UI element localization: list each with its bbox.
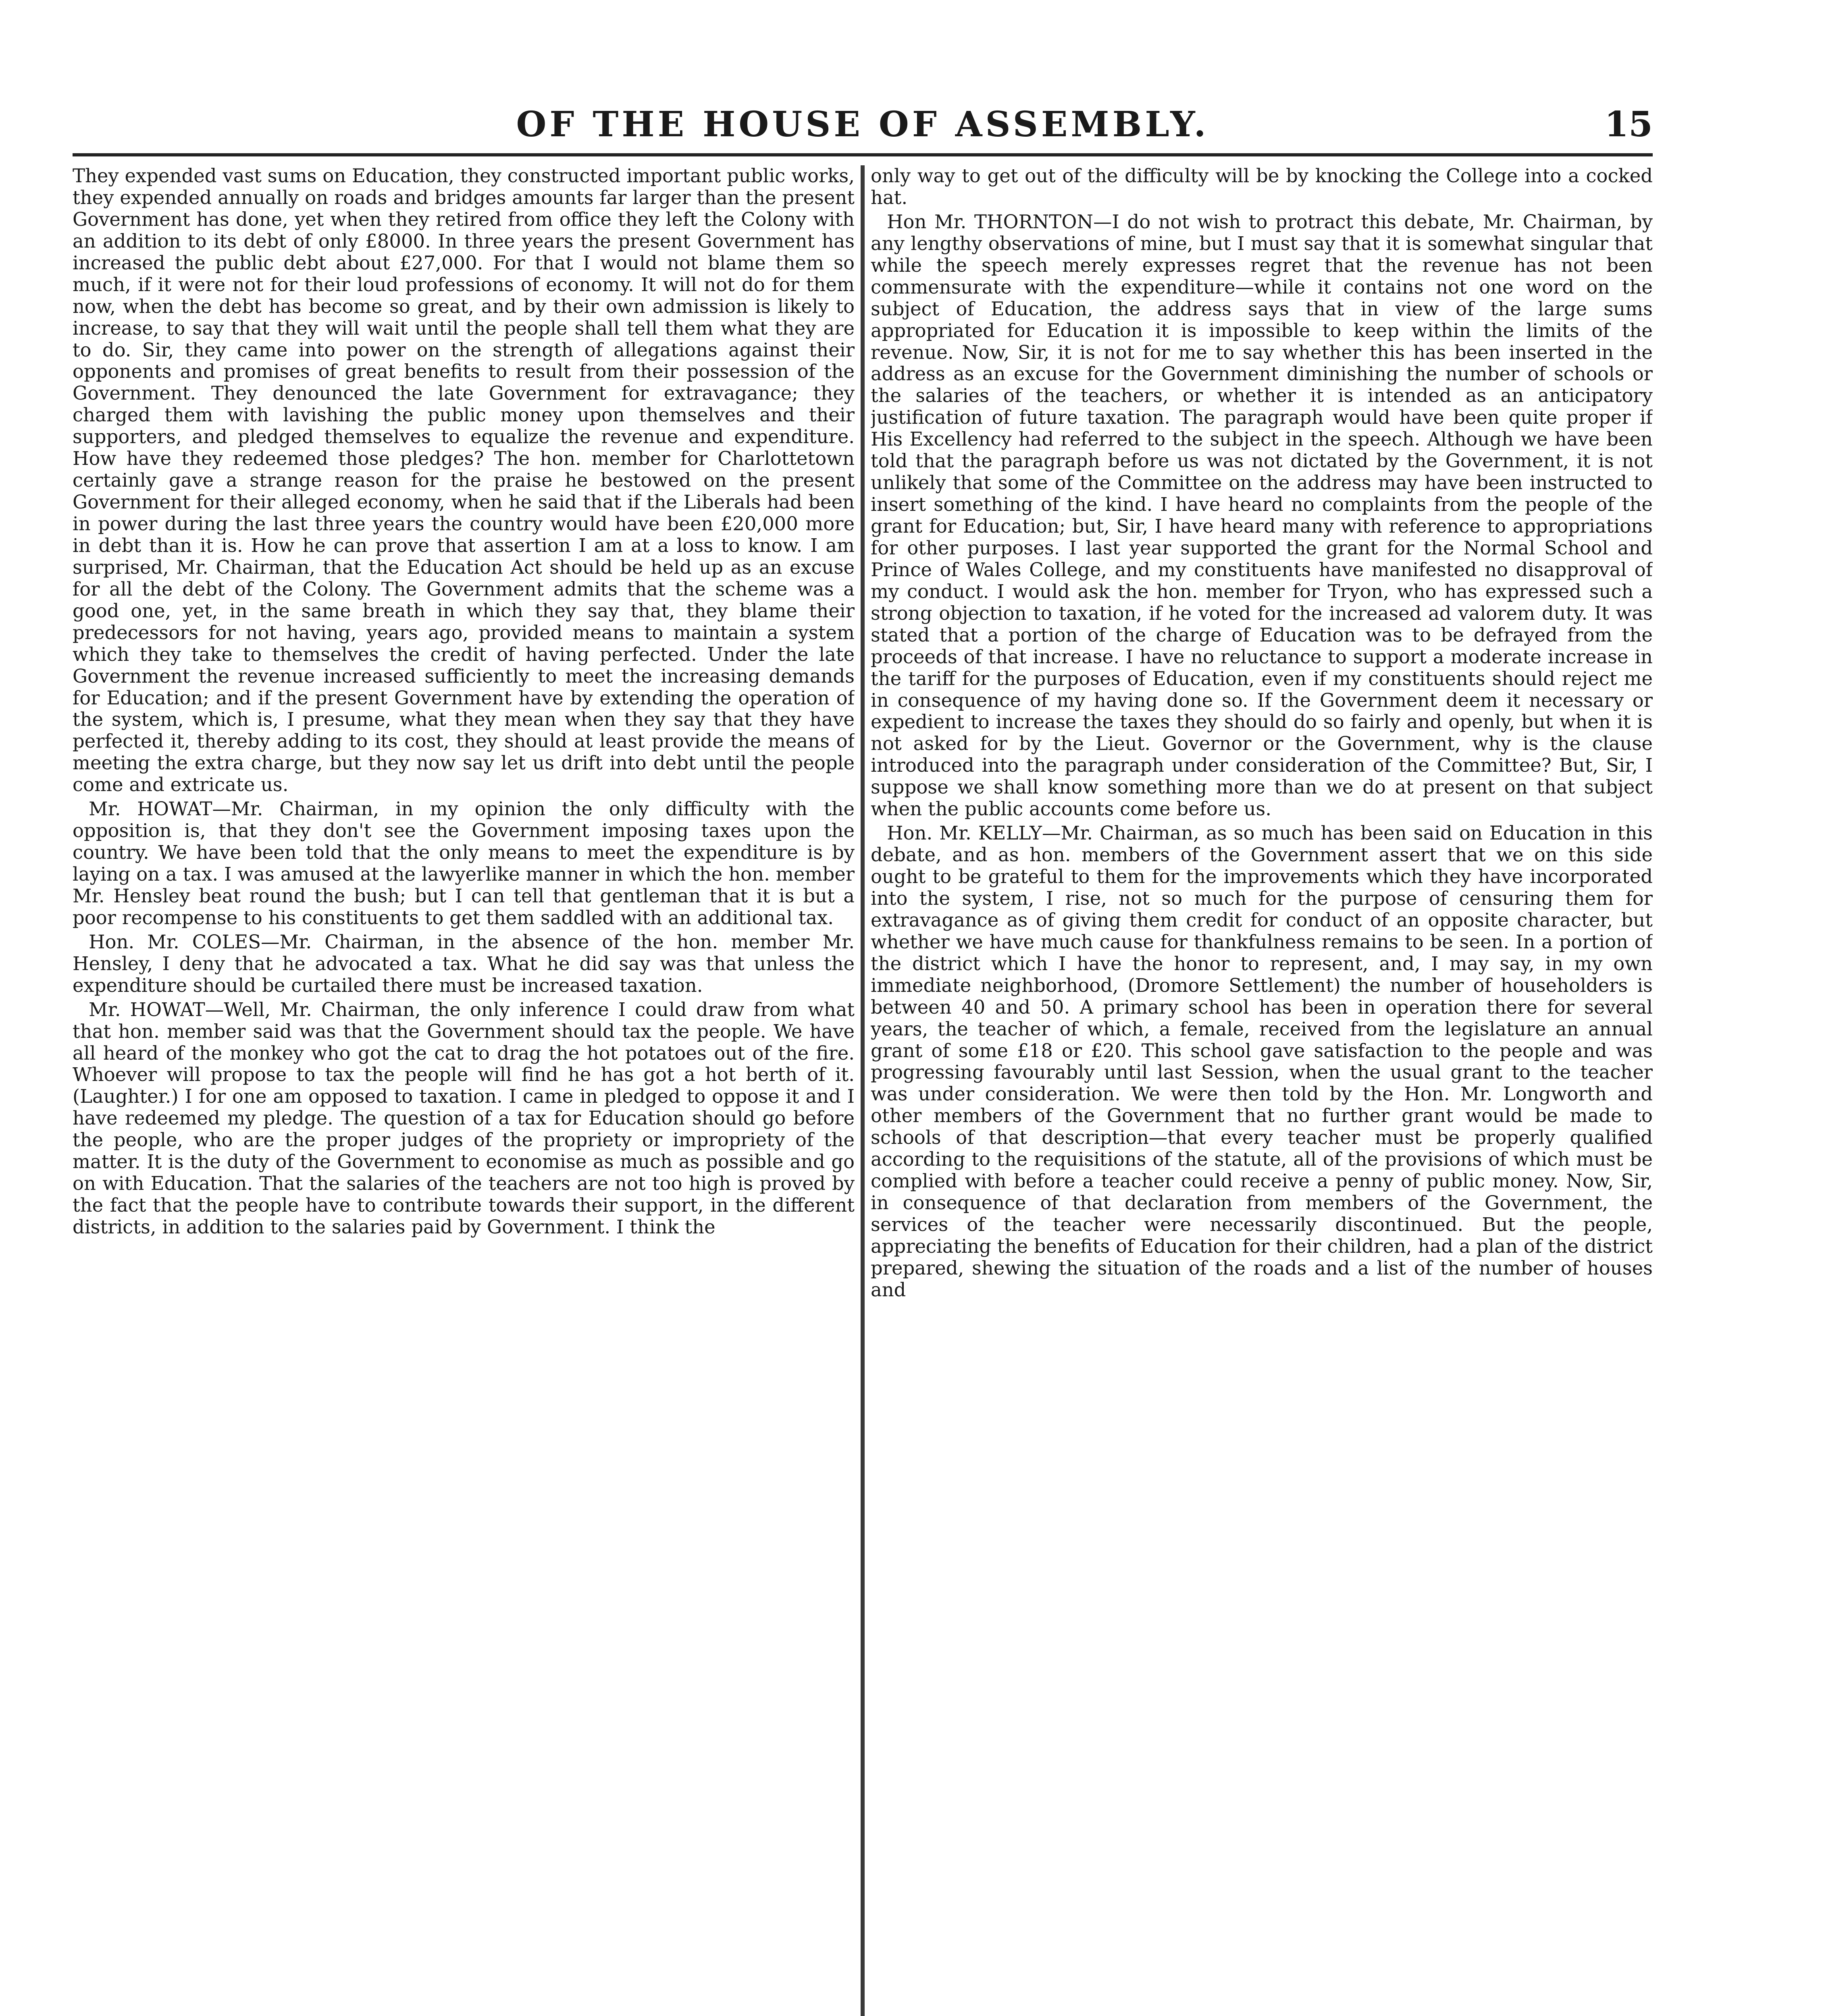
paragraph-continuation: They expended vast sums on Education, they constructed important public works, they expended annually on roads and bridges amounts far larger than the present Government has done, yet when they retired from office they left the Colony with an addition to its debt of only £8000. In three years the present Government has increased the public debt about £27,000. For that I would not blame them so much, if it were not for their loud professions of economy. It will not do for them now, when the debt has become so great, and by their own admission is likely to increase, to say that they will wait until the people shall tell them what they are to do. Sir, they came into power on the strength of allegations against their opponents and promises of great benefits to result from their possession of the Government. They denounced the late Government for extravagance; they charged them with lavishing the public money upon themselves and their supporters, and pledged themselves to equalize the revenue and expenditure. How have they redeemed those pledges? The hon. member for Charlottetown certainly gave a strange reason for the praise he bestowed on the present Government for their alleged economy, when he said that if the Liberals had been in power during the last three years the country would have been £20,000 more in debt than it is. How he can prove that assertion I am at a loss to know. I am surprised, Mr. Chairman, that the Education Act should be held up as an excuse for all the debt of the Colony. The Government admits that the scheme was a good one, yet, in the same breath in which they say that, they blame their predecessors for not having, years ago, provided means to maintain a system which they take to themselves the credit of having perfected. Under the late Government the revenue increased sufficiently to meet the increasing demands for Education; and if the present Government have by extending the operation of the system, which is, I presume, what they mean when they say that they have perfected it, thereby adding to its cost, they should at least provide the means of meeting the extra charge, but they now say let us drift into debt until the people come and extricate us. [73,165,855,796]
paragraph-coles: Hon. Mr. COLES—Mr. Chairman, in the absence of the hon. member Mr. Hensley, I deny that he advocated a tax. What he did say was that unless the expenditure should be curtailed there must be increased taxation. [73,931,855,996]
running-head [73,101,1653,156]
page-number: 15 [1604,104,1653,145]
paragraph-howat: Mr. HOWAT—Mr. Chairman, in my opinion the only difficulty with the opposition is, that they don't see the Government imposing taxes upon the country. We have been told that the only means to meet the expenditure is by laying on a tax. I was amused at the lawyerlike manner in which the hon. member Mr. Hensley beat round the bush; but I can tell that gentleman that it is but a poor recompense to his constituents to get them saddled with an additional tax. [73,798,855,929]
running-title: OF THE HOUSE OF ASSEMBLY. [516,104,1209,145]
paragraph-thornton: Hon Mr. THORNTON—I do not wish to protract this debate, Mr. Chairman, by any lengthy observations of mine, but I must say that it is somewhat singular that while the speech merely expresses regret that the revenue has not been commensurate with the expenditure—while it contains not one word on the subject of Education, the address says that in view of the large sums appropriated for Education it is impossible to keep within the limits of the revenue. Now, Sir, it is not for me to say whether this has been inserted in the address as an excuse for the Government diminishing the number of schools or the salaries of the teachers, or whether it is intended as an anticipatory justification of future taxation. The paragraph would have been quite proper if His Excellency had referred to the subject in the speech. Although we have been told that the paragraph before us was not dictated by the Government, it is not unlikely that some of the Committee on the address may have been instructed to insert something of the kind. I have heard no complaints from the people of the grant for Education; but, Sir, I have heard many with reference to appropriations for other purposes. I last year supported the grant for the Normal School and Prince of Wales College, and my constituents have manifested no disapproval of my conduct. I would ask the hon. member for Tryon, who has expressed such a strong objection to taxation, if he voted for the increased ad valorem duty. It was stated that a portion of the charge of Education was to be defrayed from the proceeds of that increase. I have no reluctance to support a moderate increase in the tariff for the purposes of Education, even if my constituents should reject me in consequence of my having done so. If the Government deem it necessary or expedient to increase the taxes they should do so fairly and openly, but when it is not asked for by the Lieut. Governor or the Government, why is the clause introduced into the paragraph under consideration of the Committee? But, Sir, I suppose we shall know something more than we do at present on that subject when the public accounts come before us. [871,210,1653,820]
paragraph-howat-reply: Mr. HOWAT—Well, Mr. Chairman, the only inference I could draw from what that hon. member said was that the Government should tax the people. We have all heard of the monkey who got the cat to drag the hot potatoes out of the fire. Whoever will propose to tax the people will find he has got a hot berth of it. (Laughter.) I for one am opposed to taxation. I came in pledged to oppose it and I have redeemed my pledge. The question of a tax for Education should go before the people, who are the proper judges of the propriety or impropriety of the matter. It is the duty of the Government to economise as much as possible and go on with Education. That the salaries of the teachers are not too high is proved by the fact that the people have to contribute towards their support, in the different districts, in addition to the salaries paid by Government. I think the [73,998,855,1238]
text-columns [73,165,1653,2016]
column-divider [861,165,865,2016]
right-column [871,165,1653,2016]
left-column [73,165,855,2016]
paragraph-continuation: only way to get out of the difficulty will be by knocking the College into a cocked hat. [871,165,1653,208]
paragraph-kelly: Hon. Mr. KELLY—Mr. Chairman, as so much has been said on Education in this debate, and as hon. members of the Government assert that we on this side ought to be grateful to them for the improvements which they have incorporated into the system, I rise, not so much for the purpose of censuring them for extravagance as of giving them credit for conduct of an opposite character, but whether we have much cause for thankfulness remains to be seen. In a portion of the district which I have the honor to represent, and, I may say, in my own immediate neighborhood, (Dromore Settlement) the number of householders is between 40 and 50. A primary school has been in operation there for several years, the teacher of which, a female, received from the legislature an annual grant of some £18 or £20. This school gave satisfaction to the people and was progressing favourably until last Session, when the usual grant to the teacher was under consideration. We were then told by the Hon. Mr. Longworth and other members of the Government that no further grant would be made to schools of that description—that every teacher must be properly qualified according to the requisitions of the statute, all of the provisions of which must be complied with before a teacher could receive a penny of public money. Now, Sir, in consequence of that declaration from members of the Government, the services of the teacher were necessarily discontinued. But the people, appreciating the benefits of Education for their children, had a plan of the district prepared, shewing the situation of the roads and a list of the number of houses and [871,822,1653,1301]
